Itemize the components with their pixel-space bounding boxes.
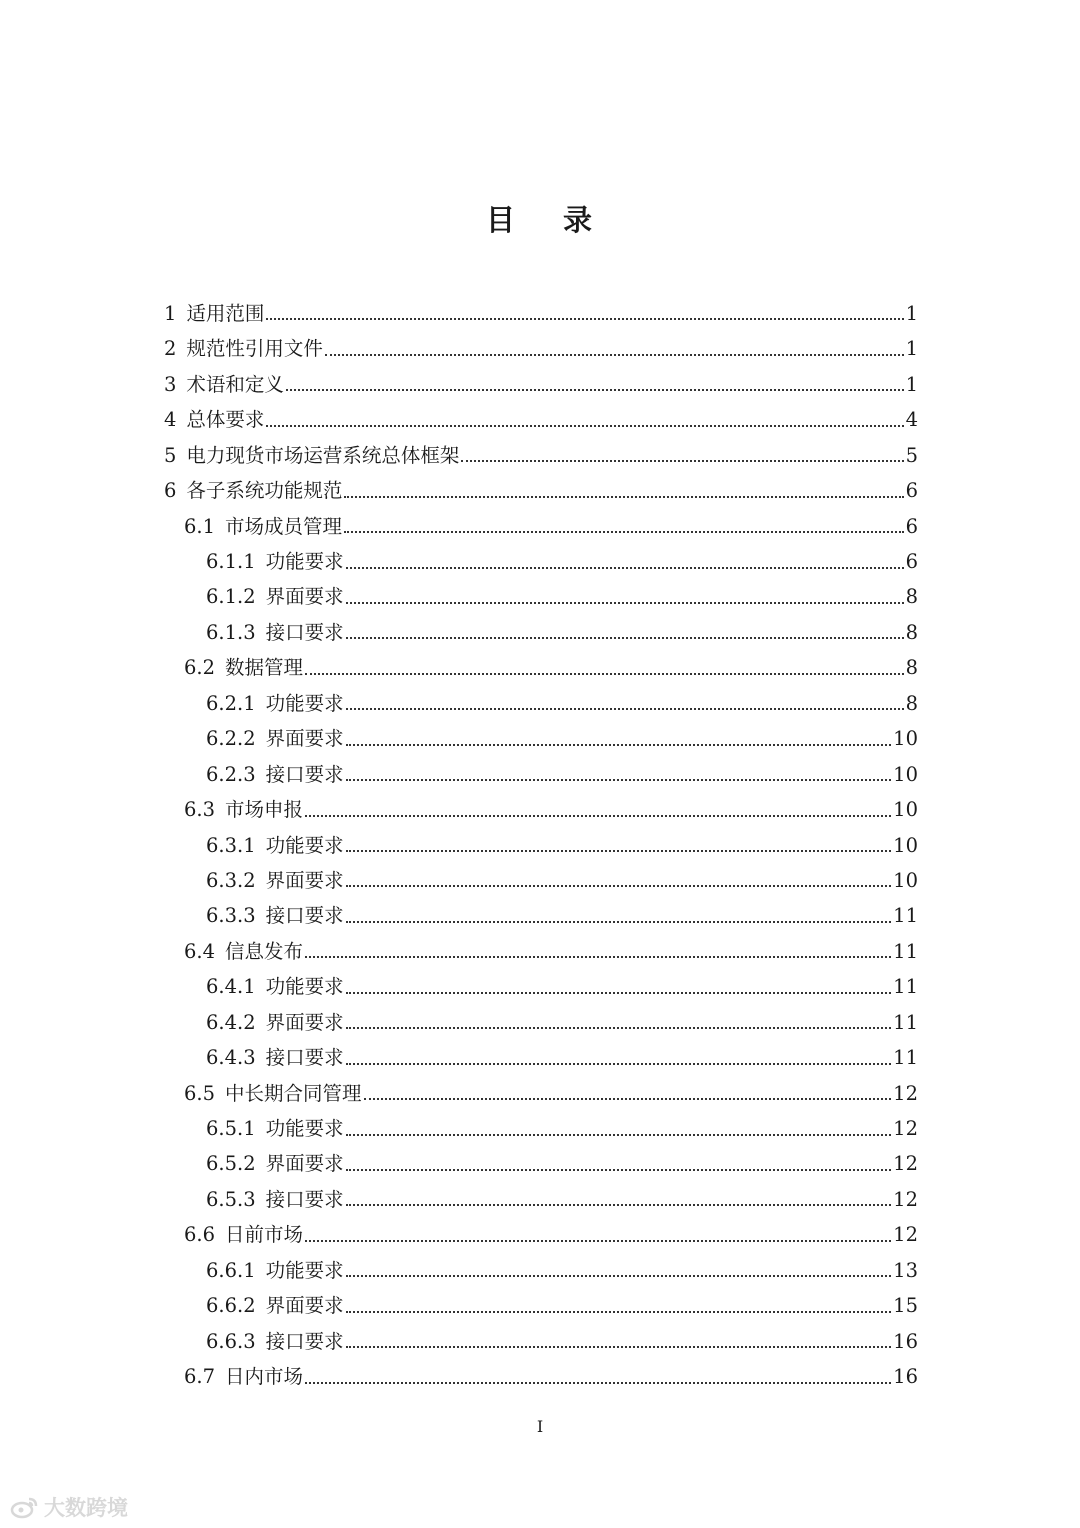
toc-entry[interactable] xyxy=(160,1182,918,1217)
toc-entry-number: 6.4.2 xyxy=(206,1010,256,1034)
toc-entry-number: 6 xyxy=(164,479,177,503)
toc-entry-number: 6.5 xyxy=(184,1081,216,1105)
toc-entry-title: 总体要求 xyxy=(186,408,265,432)
toc-entry-page: 10 xyxy=(893,762,918,786)
toc-entry-title: 市场成员管理 xyxy=(225,514,343,538)
toc-entry[interactable] xyxy=(160,686,918,721)
toc-entry-title: 规范性引用文件 xyxy=(186,337,323,361)
toc-entry-page: 6 xyxy=(905,479,918,503)
toc-dot-leader xyxy=(346,580,904,615)
toc-entry-title: 界面要求 xyxy=(265,1010,344,1034)
toc-entry-number: 4 xyxy=(164,408,177,432)
toc-entry-page: 8 xyxy=(905,691,918,715)
page-title-char-1: 目 xyxy=(485,203,517,237)
toc-entry-page: 10 xyxy=(893,868,918,892)
toc-entry-title: 数据管理 xyxy=(225,656,304,680)
toc-entry-page: 13 xyxy=(893,1258,918,1282)
toc-entry[interactable] xyxy=(160,544,918,579)
toc-entry-title: 接口要求 xyxy=(265,762,344,786)
toc-entry-title: 市场申报 xyxy=(225,798,304,822)
toc-entry-page: 1 xyxy=(905,301,918,325)
toc-entry[interactable] xyxy=(160,863,918,898)
toc-entry-page: 12 xyxy=(893,1152,918,1176)
toc-entry[interactable] xyxy=(160,615,918,650)
toc-entry-number: 6.3.3 xyxy=(206,904,256,928)
toc-entry[interactable] xyxy=(160,1253,918,1288)
page-title xyxy=(0,198,1080,239)
toc-entry-title: 功能要求 xyxy=(265,691,344,715)
toc-dot-leader xyxy=(266,402,903,437)
toc-entry[interactable] xyxy=(160,757,918,792)
toc-entry-page: 11 xyxy=(893,939,918,963)
toc-entry[interactable] xyxy=(160,509,918,544)
toc-entry[interactable] xyxy=(160,1147,918,1182)
toc-dot-leader xyxy=(346,615,904,650)
page-title-char-2: 录 xyxy=(563,203,595,237)
toc-entry-number: 6.5.2 xyxy=(206,1152,256,1176)
toc-entry[interactable] xyxy=(160,650,918,685)
toc-entry-number: 1 xyxy=(164,301,177,325)
toc-entry-page: 10 xyxy=(893,833,918,857)
toc-dot-leader xyxy=(364,1076,892,1111)
toc-dot-leader xyxy=(346,898,892,933)
toc-entry[interactable] xyxy=(160,828,918,863)
toc-dot-leader xyxy=(346,1324,892,1359)
toc-entry-number: 6.2.2 xyxy=(206,727,256,751)
toc-entry-title: 接口要求 xyxy=(265,904,344,928)
toc-entry[interactable] xyxy=(160,1040,918,1075)
toc-entry-title: 日内市场 xyxy=(225,1365,304,1389)
page-number: I xyxy=(536,1417,544,1436)
toc-entry-page: 5 xyxy=(905,443,918,467)
watermark xyxy=(10,1492,128,1522)
toc-entry[interactable] xyxy=(160,331,918,366)
toc-dot-leader xyxy=(286,367,904,402)
toc-entry-page: 12 xyxy=(893,1117,918,1141)
toc-entry-title: 电力现货市场运营系统总体框架 xyxy=(186,443,460,467)
toc-entry[interactable] xyxy=(160,721,918,756)
toc-dot-leader xyxy=(305,1359,891,1394)
toc-entry-number: 6.1.3 xyxy=(206,620,256,644)
toc-entry[interactable] xyxy=(160,1076,918,1111)
toc-entry-title: 术语和定义 xyxy=(186,372,284,396)
toc-entry-page: 6 xyxy=(905,550,918,574)
toc-entry-title: 界面要求 xyxy=(265,1152,344,1176)
toc-entry-number: 6.6 xyxy=(184,1223,216,1247)
toc-entry-number: 6.6.3 xyxy=(206,1329,256,1353)
toc-entry[interactable] xyxy=(160,792,918,827)
toc-entry[interactable] xyxy=(160,1359,918,1394)
toc-entry[interactable] xyxy=(160,898,918,933)
toc-entry-number: 6.4.1 xyxy=(206,975,256,999)
toc-entry-number: 5 xyxy=(164,443,177,467)
toc-dot-leader xyxy=(266,296,903,331)
toc-dot-leader xyxy=(346,544,904,579)
toc-entry-title: 信息发布 xyxy=(225,939,304,963)
toc-entry-page: 11 xyxy=(893,975,918,999)
toc-entry-title: 功能要求 xyxy=(265,550,344,574)
toc-dot-leader xyxy=(305,934,891,969)
toc-entry-title: 适用范围 xyxy=(186,301,265,325)
toc-dot-leader xyxy=(346,863,892,898)
toc-entry-page: 11 xyxy=(893,1010,918,1034)
toc-entry-title: 功能要求 xyxy=(265,833,344,857)
toc-entry-page: 10 xyxy=(893,727,918,751)
toc-entry[interactable] xyxy=(160,296,918,331)
toc-dot-leader xyxy=(346,721,892,756)
toc-entry-page: 11 xyxy=(893,1046,918,1070)
toc-entry[interactable] xyxy=(160,402,918,437)
table-of-contents xyxy=(160,296,918,1395)
toc-dot-leader xyxy=(305,1217,891,1252)
toc-entry-number: 6.6.1 xyxy=(206,1258,256,1282)
toc-entry[interactable] xyxy=(160,969,918,1004)
toc-entry-number: 3 xyxy=(164,372,177,396)
toc-entry-number: 6.5.3 xyxy=(206,1187,256,1211)
toc-entry-title: 功能要求 xyxy=(265,1117,344,1141)
toc-entry-number: 6.1.1 xyxy=(206,550,256,574)
toc-entry[interactable] xyxy=(160,367,918,402)
toc-entry-number: 6.6.2 xyxy=(206,1294,256,1318)
toc-entry-number: 6.2 xyxy=(184,656,216,680)
toc-entry-page: 16 xyxy=(893,1365,918,1389)
toc-entry-title: 界面要求 xyxy=(265,585,344,609)
toc-entry[interactable] xyxy=(160,580,918,615)
toc-dot-leader xyxy=(346,1111,892,1146)
toc-dot-leader xyxy=(346,828,892,863)
toc-entry-page: 4 xyxy=(905,408,918,432)
toc-dot-leader xyxy=(346,686,904,721)
toc-entry[interactable] xyxy=(160,473,918,508)
toc-entry[interactable] xyxy=(160,1217,918,1252)
toc-entry-page: 8 xyxy=(905,585,918,609)
toc-entry-title: 各子系统功能规范 xyxy=(186,479,343,503)
toc-entry-page: 12 xyxy=(893,1223,918,1247)
toc-entry-title: 中长期合同管理 xyxy=(225,1081,362,1105)
toc-dot-leader xyxy=(346,1040,892,1075)
toc-entry-title: 功能要求 xyxy=(265,975,344,999)
toc-entry-page: 16 xyxy=(893,1329,918,1353)
toc-entry-title: 接口要求 xyxy=(265,620,344,644)
toc-dot-leader xyxy=(346,1182,892,1217)
toc-entry-page: 12 xyxy=(893,1081,918,1105)
toc-entry-number: 6.2.3 xyxy=(206,762,256,786)
toc-dot-leader xyxy=(325,331,904,366)
toc-entry-title: 界面要求 xyxy=(265,1294,344,1318)
toc-dot-leader xyxy=(461,438,903,473)
toc-dot-leader xyxy=(305,792,891,827)
toc-entry-number: 6.7 xyxy=(184,1365,216,1389)
weibo-logo-icon xyxy=(10,1495,40,1519)
toc-entry[interactable] xyxy=(160,1288,918,1323)
toc-entry[interactable] xyxy=(160,1005,918,1040)
toc-entry-number: 6.4.3 xyxy=(206,1046,256,1070)
toc-entry-title: 接口要求 xyxy=(265,1046,344,1070)
toc-entry-page: 8 xyxy=(905,620,918,644)
toc-entry-number: 6.4 xyxy=(184,939,216,963)
toc-entry-title: 接口要求 xyxy=(265,1187,344,1211)
toc-dot-leader xyxy=(346,1253,892,1288)
toc-entry-page: 1 xyxy=(905,337,918,361)
toc-entry-number: 6.3.1 xyxy=(206,833,256,857)
toc-entry-number: 6.2.1 xyxy=(206,691,256,715)
toc-entry[interactable] xyxy=(160,934,918,969)
toc-dot-leader xyxy=(346,757,892,792)
toc-entry-page: 6 xyxy=(905,514,918,538)
toc-entry-page: 11 xyxy=(893,904,918,928)
toc-dot-leader xyxy=(346,1147,892,1182)
toc-entry-title: 日前市场 xyxy=(225,1223,304,1247)
toc-dot-leader xyxy=(344,473,903,508)
toc-entry-number: 2 xyxy=(164,337,177,361)
toc-entry-number: 6.1.2 xyxy=(206,585,256,609)
toc-entry-title: 界面要求 xyxy=(265,727,344,751)
toc-entry-title: 功能要求 xyxy=(265,1258,344,1282)
toc-dot-leader xyxy=(344,509,904,544)
toc-entry-number: 6.3.2 xyxy=(206,868,256,892)
toc-dot-leader xyxy=(346,1005,892,1040)
toc-entry-page: 15 xyxy=(893,1294,918,1318)
toc-entry-page: 12 xyxy=(893,1187,918,1211)
toc-entry[interactable] xyxy=(160,438,918,473)
toc-entry-page: 8 xyxy=(905,656,918,680)
toc-entry-number: 6.1 xyxy=(184,514,216,538)
toc-entry-number: 6.3 xyxy=(184,798,216,822)
toc-dot-leader xyxy=(346,1288,892,1323)
toc-dot-leader xyxy=(346,969,892,1004)
toc-entry[interactable] xyxy=(160,1111,918,1146)
toc-entry-title: 界面要求 xyxy=(265,868,344,892)
toc-entry-page: 1 xyxy=(905,372,918,396)
toc-entry-title: 接口要求 xyxy=(265,1329,344,1353)
toc-entry[interactable] xyxy=(160,1324,918,1359)
toc-entry-number: 6.5.1 xyxy=(206,1117,256,1141)
watermark-text: 大数跨境 xyxy=(44,1496,128,1520)
toc-entry-page: 10 xyxy=(893,798,918,822)
toc-dot-leader xyxy=(305,650,904,685)
